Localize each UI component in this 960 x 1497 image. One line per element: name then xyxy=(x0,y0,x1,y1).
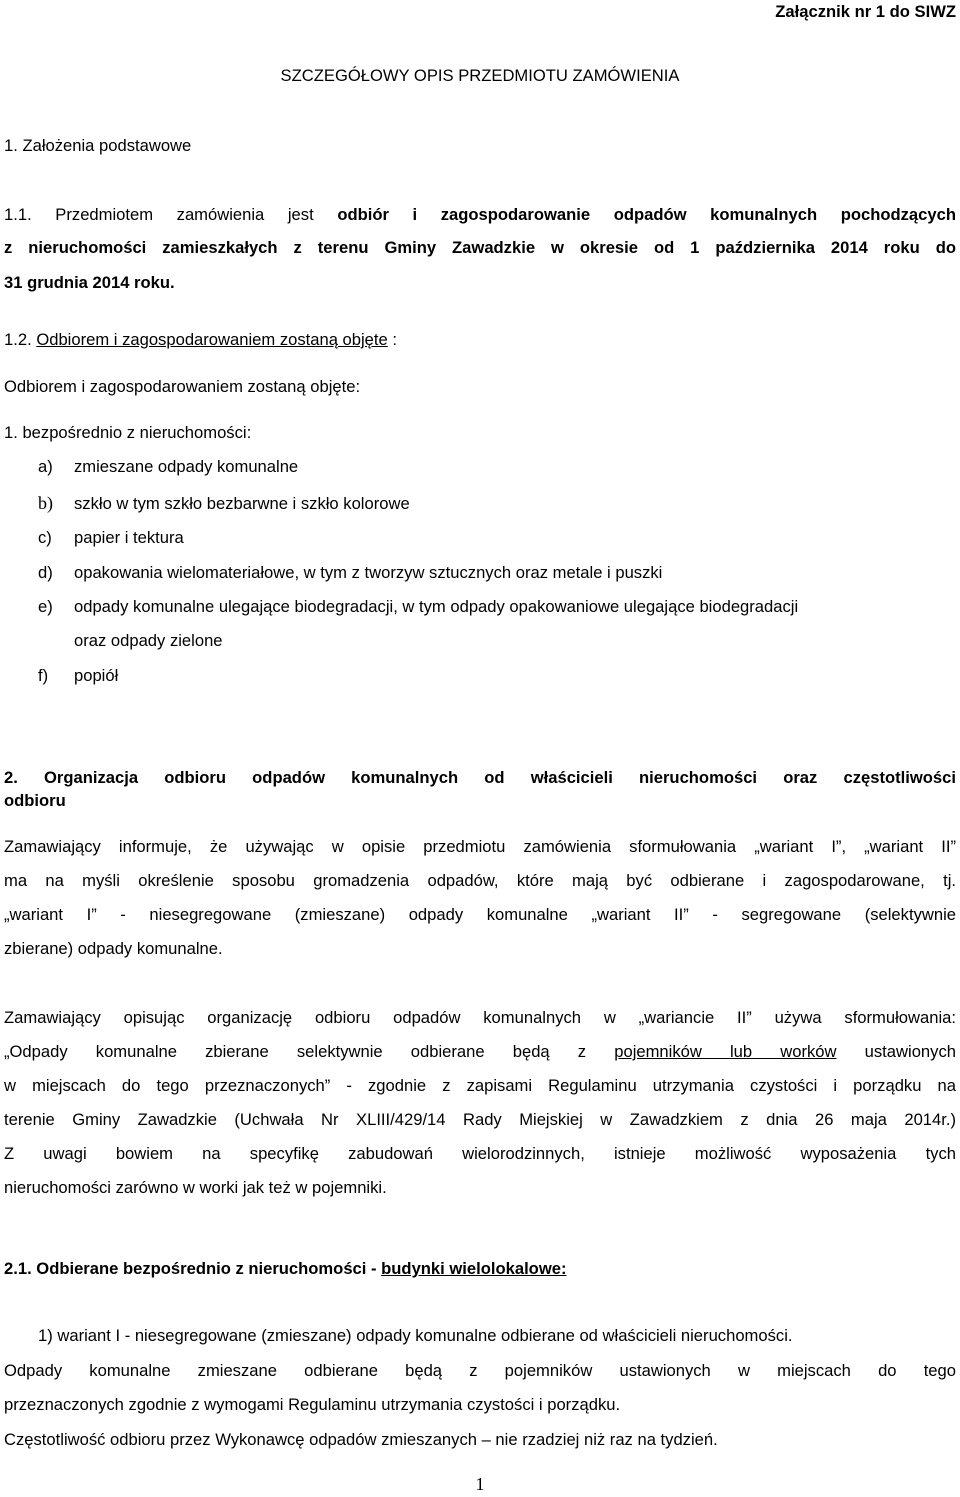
paragraph-line: Częstotliwość odbioru przez Wykonawcę odpadów zmieszanych – nie rzadziej niż raz na tydzień. xyxy=(4,1430,718,1449)
paragraph-1-1-line-2: z nieruchomości zamieszkałych z terenu Gminy Zawadzkie w okresie od 1 października 2014 roku do xyxy=(4,238,956,257)
paragraph-1-2 xyxy=(4,330,397,350)
list-marker: d) xyxy=(38,563,53,582)
section-heading-underlined: budynki wielolokalowe: xyxy=(381,1259,567,1278)
list-marker: e) xyxy=(38,597,53,616)
paragraph-number: 1.1. xyxy=(4,205,32,224)
section-number: 2. xyxy=(4,768,18,787)
paragraph-text: Przedmiotem zamówienia jest xyxy=(55,205,314,224)
numbered-item: 1) wariant I - niesegregowane (zmieszane) odpady komunalne odbierane od właścicieli nieruchomości. xyxy=(38,1326,793,1345)
list-item-text: popiół xyxy=(74,666,119,685)
section-heading-text: Organizacja odbioru odpadów komunalnych od właścicieli nieruchomości oraz częstotliwości xyxy=(44,768,956,787)
paragraph-underlined-text: pojemników lub worków xyxy=(614,1042,837,1061)
paragraph-line: zbierane) odpady komunalne. xyxy=(4,939,223,958)
list-marker: f) xyxy=(38,666,49,685)
list-item-text: odpady komunalne ulegające biodegradacji, w tym odpady opakowaniowe ulegające biodegradacji xyxy=(74,597,799,616)
paragraph-text: ustawionych xyxy=(864,1042,956,1061)
paragraph-1-2-repeat: Odbiorem i zagospodarowaniem zostaną objęte: xyxy=(4,377,361,396)
section-2-heading-line-1 xyxy=(4,768,956,788)
paragraph-line: Zamawiający informuje, że używając w opisie przedmiotu zamówienia sformułowania „wariant I”, „wariant II” xyxy=(4,837,956,856)
list-heading: 1. bezpośrednio z nieruchomości: xyxy=(4,423,252,442)
paragraph-line: ma na myśli określenie sposobu gromadzenia odpadów, które mają być odbierane i zagospodarowane, tj. xyxy=(4,871,956,890)
section-2-heading-line-2: odbioru xyxy=(4,791,66,810)
paragraph-line: przeznaczonych zgodnie z wymogami Regulaminu utrzymania czystości i porządku. xyxy=(4,1395,621,1414)
list-item-text: szkło w tym szkło bezbarwne i szkło kolorowe xyxy=(74,494,410,513)
list-marker: a) xyxy=(38,457,53,476)
paragraph-line: Zamawiający opisując organizację odbioru odpadów komunalnych w „wariancie II” używa sformułowania: xyxy=(4,1008,956,1027)
section-1-heading: 1. Założenia podstawowe xyxy=(4,136,192,155)
paragraph-line: Odpady komunalne zmieszane odbierane będą z pojemników ustawionych w miejscach do tego xyxy=(4,1361,956,1380)
paragraph-number: 1.2. xyxy=(4,330,32,349)
paragraph-1-1-line-1 xyxy=(4,205,956,225)
list-item-text: zmieszane odpady komunalne xyxy=(74,457,299,476)
list-item-text: papier i tektura xyxy=(74,528,184,547)
list-marker: b) xyxy=(38,493,53,513)
paragraph-line xyxy=(4,1042,956,1062)
paragraph-line: nieruchomości zarówno w worki jak też w pojemniki. xyxy=(4,1178,387,1197)
list-marker: c) xyxy=(38,528,52,547)
annex-label: Załącznik nr 1 do SIWZ xyxy=(775,2,956,21)
paragraph-text: „Odpady komunalne zbierane selektywnie odbierane będą z xyxy=(4,1042,587,1061)
section-heading-text: 2.1. Odbierane bezpośrednio z nieruchomości - xyxy=(4,1259,377,1278)
list-item-text: opakowania wielomateriałowe, w tym z tworzyw sztucznych oraz metale i puszki xyxy=(74,563,663,582)
paragraph-line: Z uwagi bowiem na specyfikę zabudowań wielorodzinnych, istnieje możliwość wyposażenia tych xyxy=(4,1144,956,1163)
paragraph-underlined-text: Odbiorem i zagospodarowaniem zostaną objęte xyxy=(36,330,388,349)
document-title: SZCZEGÓŁOWY OPIS PRZEDMIOTU ZAMÓWIENIA xyxy=(280,66,680,85)
section-2-1-heading xyxy=(4,1259,566,1279)
paragraph-colon: : xyxy=(387,330,397,349)
paragraph-bold-text: odbiór i zagospodarowanie odpadów komunalnych pochodzących xyxy=(337,205,956,224)
paragraph-line: w miejscach do tego przeznaczonych” - zgodnie z zapisami Regulaminu utrzymania czystości i porządku na xyxy=(4,1076,956,1095)
paragraph-line: terenie Gminy Zawadzkie (Uchwała Nr XLIII/429/14 Rady Miejskiej w Zawadzkiem z dnia 26 maja 2014r.) xyxy=(4,1110,956,1129)
paragraph-line: „wariant I” - niesegregowane (zmieszane) odpady komunalne „wariant II” - segregowane (selektywnie xyxy=(4,905,956,924)
paragraph-1-1-line-3: 31 grudnia 2014 roku. xyxy=(4,273,175,292)
list-item-text-continuation: oraz odpady zielone xyxy=(74,631,223,650)
page-number: 1 xyxy=(475,1474,485,1494)
